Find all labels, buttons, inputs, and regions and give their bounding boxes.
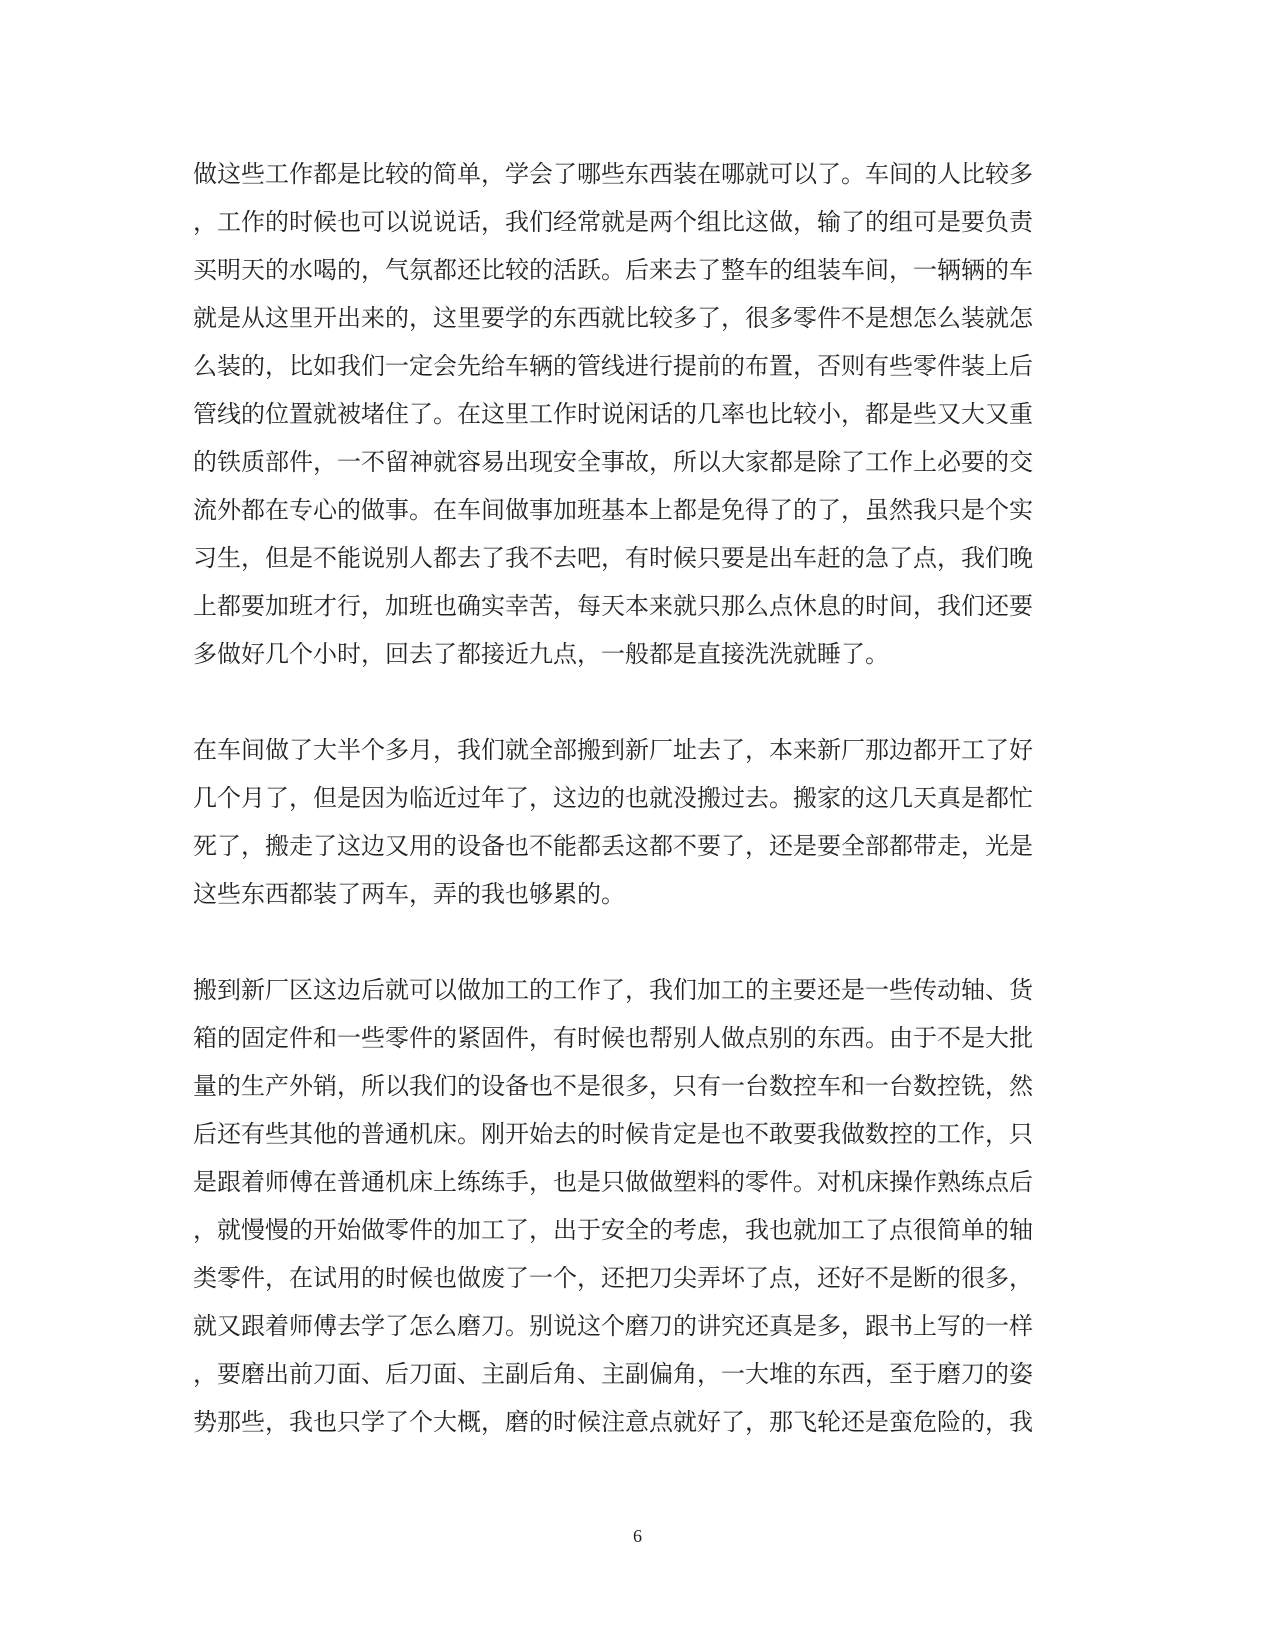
text-line: 做这些工作都是比较的简单，学会了哪些东西装在哪就可以了。车间的人比较多 xyxy=(193,160,1033,188)
text-line: 类零件，在试用的时候也做废了一个，还把刀尖弄坏了点，还好不是断的很多， xyxy=(193,1264,1033,1292)
text-line: ，要磨出前刀面、后刀面、主副后角、主副偏角，一大堆的东西，至于磨刀的姿 xyxy=(193,1360,1033,1388)
text-line: 就是从这里开出来的，这里要学的东西就比较多了，很多零件不是想怎么装就怎 xyxy=(193,304,1033,332)
text-line: ，就慢慢的开始做零件的加工了，出于安全的考虑，我也就加工了点很简单的轴 xyxy=(193,1216,1033,1244)
page-number: 6 xyxy=(633,1526,642,1546)
text-line: 后还有些其他的普通机床。刚开始去的时候肯定是也不敢要我做数控的工作，只 xyxy=(193,1120,1033,1148)
text-line: 在车间做了大半个多月，我们就全部搬到新厂址去了，本来新厂那边都开工了好 xyxy=(193,736,1033,764)
paragraph-2 xyxy=(193,726,1073,918)
text-line: 就又跟着师傅去学了怎么磨刀。别说这个磨刀的讲究还真是多，跟书上写的一样 xyxy=(193,1312,1033,1340)
text-line: 搬到新厂区这边后就可以做加工的工作了，我们加工的主要还是一些传动轴、货 xyxy=(193,976,1033,1004)
text-line: 流外都在专心的做事。在车间做事加班基本上都是免得了的了，虽然我只是个实 xyxy=(193,496,1033,524)
text-line: 多做好几个小时，回去了都接近九点，一般都是直接洗洗就睡了。 xyxy=(193,640,889,668)
text-line: 的铁质部件，一不留神就容易出现安全事故，所以大家都是除了工作上必要的交 xyxy=(193,448,1033,476)
text-line: 几个月了，但是因为临近过年了，这边的也就没搬过去。搬家的这几天真是都忙 xyxy=(193,784,1033,812)
paragraph-1 xyxy=(193,150,1073,678)
text-line: 买明天的水喝的，气氛都还比较的活跃。后来去了整车的组装车间，一辆辆的车 xyxy=(193,256,1033,284)
text-line: 习生，但是不能说别人都去了我不去吧，有时候只要是出车赶的急了点，我们晚 xyxy=(193,544,1033,572)
text-line: 量的生产外销，所以我们的设备也不是很多，只有一台数控车和一台数控铣，然 xyxy=(193,1072,1033,1100)
text-line: 势那些，我也只学了个大概，磨的时候注意点就好了，那飞轮还是蛮危险的，我 xyxy=(193,1408,1033,1436)
text-line: 箱的固定件和一些零件的紧固件，有时候也帮别人做点别的东西。由于不是大批 xyxy=(193,1024,1033,1052)
text-line: 管线的位置就被堵住了。在这里工作时说闲话的几率也比较小，都是些又大又重 xyxy=(193,400,1033,428)
text-line: 上都要加班才行，加班也确实幸苦，每天本来就只那么点休息的时间，我们还要 xyxy=(193,592,1033,620)
text-line: 死了，搬走了这边又用的设备也不能都丢这都不要了，还是要全部都带走，光是 xyxy=(193,832,1033,860)
paragraph-spacer xyxy=(193,678,1073,726)
paragraph-3 xyxy=(193,966,1073,1446)
paragraph-spacer xyxy=(193,918,1073,966)
body-text xyxy=(193,150,1073,1446)
text-line: 这些东西都装了两车，弄的我也够累的。 xyxy=(193,880,625,908)
text-line: 么装的，比如我们一定会先给车辆的管线进行提前的布置，否则有些零件装上后 xyxy=(193,352,1033,380)
text-line: 是跟着师傅在普通机床上练练手，也是只做做塑料的零件。对机床操作熟练点后 xyxy=(193,1168,1033,1196)
text-line: ，工作的时候也可以说说话，我们经常就是两个组比这做，输了的组可是要负责 xyxy=(193,208,1033,236)
